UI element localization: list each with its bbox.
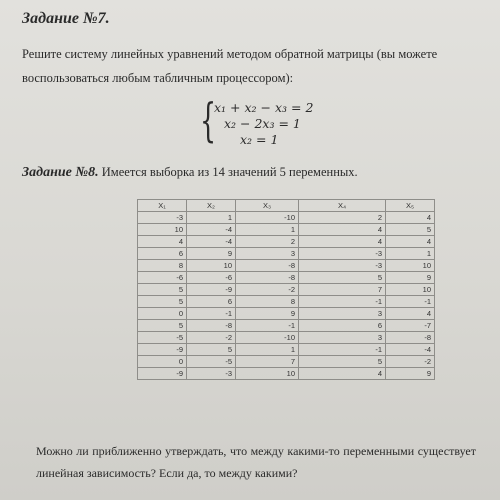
table-cell: -1 bbox=[236, 320, 299, 332]
table-cell: 6 bbox=[187, 296, 236, 308]
table-cell: 8 bbox=[236, 296, 299, 308]
table-cell: -3 bbox=[187, 368, 236, 380]
equation-2: x₂ − 2x₃ = 1 bbox=[224, 116, 301, 131]
table-cell: 6 bbox=[299, 320, 386, 332]
table-cell: 4 bbox=[386, 212, 435, 224]
table-cell: -1 bbox=[299, 344, 386, 356]
table-cell: 4 bbox=[299, 368, 386, 380]
table-cell: 1 bbox=[187, 212, 236, 224]
table-cell: -2 bbox=[236, 284, 299, 296]
equation-system bbox=[200, 93, 340, 149]
table-cell: 0 bbox=[138, 308, 187, 320]
table-cell: 5 bbox=[299, 356, 386, 368]
table-cell: 4 bbox=[138, 236, 187, 248]
table-cell: 7 bbox=[299, 284, 386, 296]
task7-text: Решите систему линейных уравнений методом обратной матрицы (вы можете воспользоваться любым табличным процессором): bbox=[22, 47, 438, 85]
table-cell: 4 bbox=[386, 308, 435, 320]
table-cell: 0 bbox=[138, 356, 187, 368]
table-row bbox=[138, 356, 435, 368]
table-cell: 10 bbox=[236, 368, 299, 380]
table-cell: -2 bbox=[187, 332, 236, 344]
table-header-row bbox=[138, 200, 435, 212]
table-row bbox=[138, 368, 435, 380]
task8-question: Можно ли приближенно утверждать, что между какими-то переменными существует линейная зависимость? Если да, то между какими? bbox=[36, 444, 476, 480]
column-header: X₄ bbox=[299, 200, 386, 212]
table-row bbox=[138, 296, 435, 308]
table-cell: 5 bbox=[187, 344, 236, 356]
table-cell: -6 bbox=[138, 272, 187, 284]
table-row bbox=[138, 284, 435, 296]
table-row bbox=[138, 224, 435, 236]
equation-1: x₁ + x₂ − x₃ = 2 bbox=[214, 100, 314, 115]
table-cell: -1 bbox=[187, 308, 236, 320]
task8-title: Задание №8. bbox=[22, 165, 99, 180]
table-cell: -10 bbox=[236, 212, 299, 224]
table-cell: 5 bbox=[138, 284, 187, 296]
data-table bbox=[137, 199, 435, 380]
table-cell: -3 bbox=[138, 212, 187, 224]
table-cell: 4 bbox=[299, 236, 386, 248]
equation-3: x₂ = 1 bbox=[240, 132, 279, 147]
table-cell: 10 bbox=[386, 284, 435, 296]
table-cell: -8 bbox=[386, 332, 435, 344]
table-cell: 10 bbox=[386, 260, 435, 272]
table-cell: 10 bbox=[187, 260, 236, 272]
system-brace: { bbox=[200, 93, 217, 147]
table-cell: 10 bbox=[138, 224, 187, 236]
table-cell: -8 bbox=[236, 272, 299, 284]
table-cell: 5 bbox=[299, 272, 386, 284]
table-cell: -6 bbox=[187, 272, 236, 284]
table-cell: 8 bbox=[138, 260, 187, 272]
table-cell: 6 bbox=[138, 248, 187, 260]
table-cell: 7 bbox=[236, 356, 299, 368]
table-cell: -8 bbox=[236, 260, 299, 272]
table-row bbox=[138, 260, 435, 272]
table-cell: -3 bbox=[299, 260, 386, 272]
table-row bbox=[138, 272, 435, 284]
table-cell: -1 bbox=[299, 296, 386, 308]
table-row bbox=[138, 308, 435, 320]
table-cell: 5 bbox=[138, 296, 187, 308]
column-header: X₁ bbox=[138, 200, 187, 212]
table-row bbox=[138, 320, 435, 332]
table-cell: 1 bbox=[236, 224, 299, 236]
table-cell: -1 bbox=[386, 296, 435, 308]
table-cell: 3 bbox=[299, 308, 386, 320]
table-row bbox=[138, 236, 435, 248]
task8-heading bbox=[22, 165, 358, 181]
column-header: X₃ bbox=[236, 200, 299, 212]
table-cell: -4 bbox=[187, 224, 236, 236]
table-cell: 2 bbox=[236, 236, 299, 248]
table-cell: 1 bbox=[386, 248, 435, 260]
table-row bbox=[138, 248, 435, 260]
task7-title: Задание №7. bbox=[22, 10, 110, 27]
table-cell: 9 bbox=[386, 368, 435, 380]
column-header: X₂ bbox=[187, 200, 236, 212]
table-cell: -2 bbox=[386, 356, 435, 368]
table-cell: 1 bbox=[236, 344, 299, 356]
table-cell: 5 bbox=[386, 224, 435, 236]
table-cell: -5 bbox=[138, 332, 187, 344]
table-cell: 4 bbox=[386, 236, 435, 248]
task8-text: Имеется выборка из 14 значений 5 переменных. bbox=[101, 165, 358, 179]
table-row bbox=[138, 212, 435, 224]
table-cell: -4 bbox=[386, 344, 435, 356]
table-cell: 3 bbox=[299, 332, 386, 344]
table-cell: -9 bbox=[138, 344, 187, 356]
table-row bbox=[138, 344, 435, 356]
table-cell: -9 bbox=[138, 368, 187, 380]
table-body bbox=[138, 212, 435, 380]
table-cell: 4 bbox=[299, 224, 386, 236]
table-cell: 9 bbox=[386, 272, 435, 284]
table-cell: 9 bbox=[236, 308, 299, 320]
table-cell: 5 bbox=[138, 320, 187, 332]
table-cell: -7 bbox=[386, 320, 435, 332]
table-cell: -8 bbox=[187, 320, 236, 332]
column-header: X₅ bbox=[386, 200, 435, 212]
table-cell: 3 bbox=[236, 248, 299, 260]
table-cell: -5 bbox=[187, 356, 236, 368]
table-row bbox=[138, 332, 435, 344]
table-cell: -3 bbox=[299, 248, 386, 260]
table-cell: 2 bbox=[299, 212, 386, 224]
table-cell: -4 bbox=[187, 236, 236, 248]
table-cell: -9 bbox=[187, 284, 236, 296]
table-cell: -10 bbox=[236, 332, 299, 344]
table-cell: 9 bbox=[187, 248, 236, 260]
